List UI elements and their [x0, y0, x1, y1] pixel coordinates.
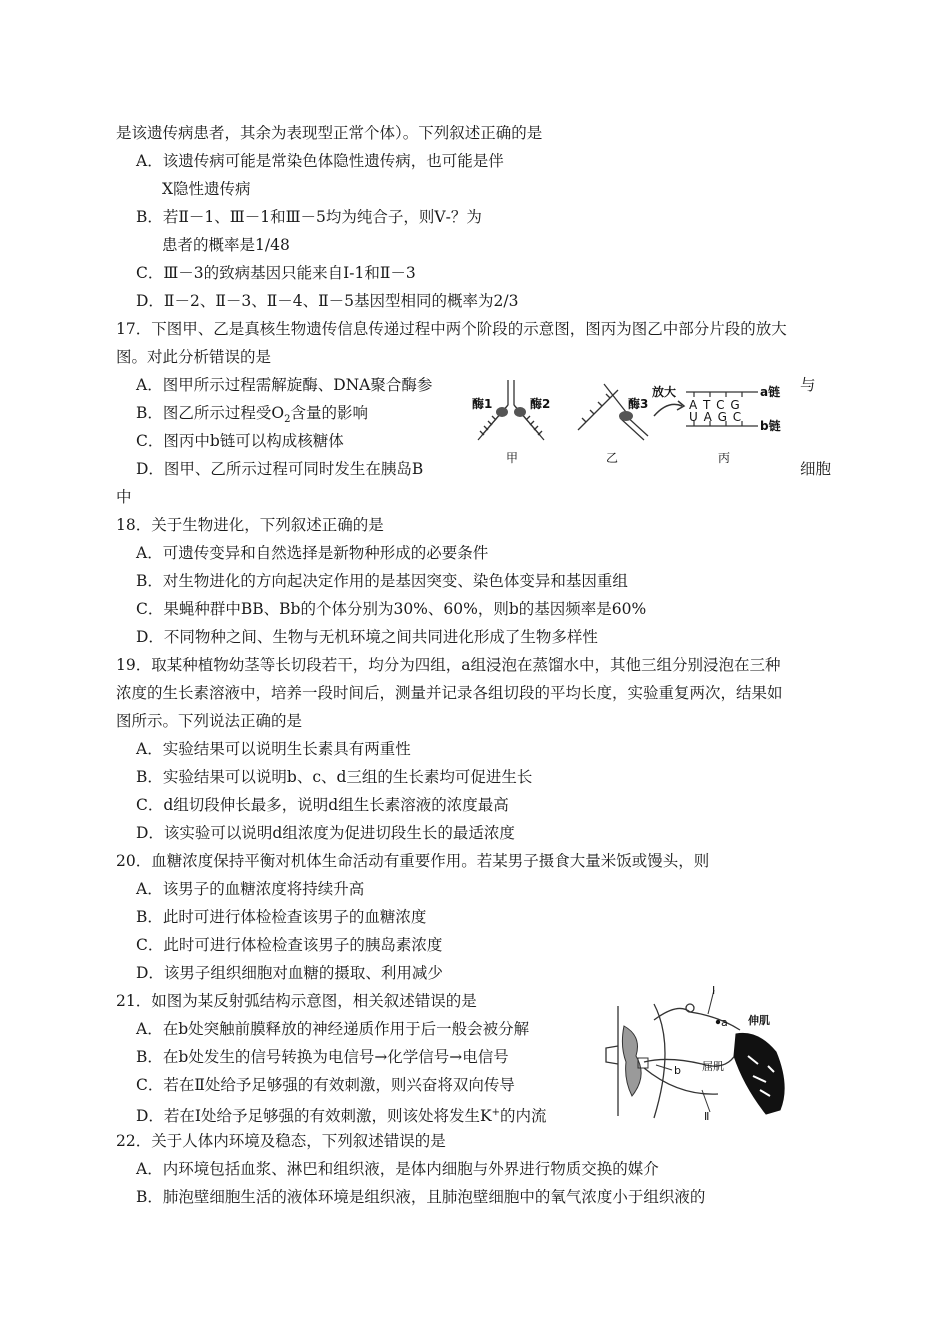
- figure-label-yi: 乙: [606, 451, 619, 465]
- figure-label-jia: 甲: [506, 451, 519, 465]
- q17-option-d: D．图甲、乙所示过程可同时发生在胰岛B: [136, 460, 424, 478]
- q21-option-a: A．在b处突触前膜释放的神经递质作用于后一般会被分解: [136, 1020, 530, 1038]
- q18-option-b: B．对生物进化的方向起决定作用的是基因突变、染色体变异和基因重组: [136, 572, 628, 590]
- q22-stem: 22．关于人体内环境及稳态，下列叙述错误的是: [116, 1132, 446, 1150]
- enzyme-3-shape: [619, 411, 633, 421]
- enzyme-2-shape: [514, 407, 526, 417]
- q17-option-d-tail: 细胞: [800, 460, 832, 478]
- q16-option-c: C．Ⅲ－3的致病基因只能来自Ⅰ-1和Ⅱ－3: [136, 264, 416, 282]
- q20-stem: 20．血糖浓度保持平衡对机体生命活动有重要作用。若某男子摄食大量米饭或馒头，则: [116, 852, 710, 870]
- q16-option-d: D．Ⅱ－2、Ⅱ－3、Ⅱ－4、Ⅱ－5基因型相同的概率为2/3: [136, 292, 519, 310]
- q16-option-b-cont: 患者的概率是1/48: [162, 236, 290, 254]
- intro-text: 是该遗传病患者，其余为表现型正常个体）。下列叙述正确的是: [116, 124, 543, 142]
- replication-transcription-figure: [468, 370, 798, 470]
- q17-stem: 17．下图甲、乙是真核生物遗传信息传递过程中两个阶段的示意图，图丙为图乙中部分片段的放大: [116, 320, 787, 338]
- q20-option-c: C．此时可进行体检检查该男子的胰岛素浓度: [136, 936, 443, 954]
- flexor-label: 屈肌: [702, 1060, 724, 1073]
- q19-option-b: B．实验结果可以说明b、c、d三组的生长素均可促进生长: [136, 768, 533, 786]
- q20-option-a: A．该男子的血糖浓度将持续升高: [136, 880, 365, 898]
- label-I: Ⅰ: [712, 986, 716, 997]
- q17-option-a-tail: 与: [800, 376, 816, 394]
- q20-option-d: D．该男子组织细胞对血糖的摄取、利用减少: [136, 964, 443, 982]
- q21-stem: 21．如图为某反射弧结构示意图，相关叙述错误的是: [116, 992, 477, 1010]
- q16-option-a-cont: X隐性遗传病: [162, 180, 251, 198]
- q20-option-b: B．此时可进行体检检查该男子的血糖浓度: [136, 908, 427, 926]
- q19-option-c: C．d组切段伸长最多，说明d组生长素溶液的浓度最高: [136, 796, 509, 814]
- q18-option-d: D．不同物种之间、生物与无机环境之间共同进化形成了生物多样性: [136, 628, 598, 646]
- figure-label-bing: 丙: [718, 451, 731, 465]
- enzyme-1-label: 酶1: [472, 397, 493, 411]
- q17-stem-cont: 图。对此分析错误的是: [116, 348, 272, 366]
- q17-option-d-end: 中: [116, 488, 132, 506]
- label-II: Ⅱ: [704, 1110, 710, 1123]
- q19-option-d: D．该实验可以说明d组浓度为促进切段生长的最适浓度: [136, 824, 515, 842]
- enzyme-3-label: 酶3: [628, 397, 649, 411]
- figure-yi: [578, 384, 648, 440]
- enzyme-1-shape: [496, 407, 508, 417]
- zoom-label: 放大: [652, 385, 677, 399]
- chain-b-label: b链: [760, 419, 781, 433]
- q21-option-d: D．若在Ⅰ处给予足够强的有效刺激，则该处将发生K+的内流: [136, 1107, 547, 1126]
- q17-option-b: B．图乙所示过程受$O_2$含量的影响: [136, 404, 368, 426]
- q18-option-c: C．果蝇种群中BB、Bb的个体分别为30%、60%，则b的基因频率是60%: [136, 600, 647, 618]
- q18-stem: 18．关于生物进化，下列叙述正确的是: [116, 516, 384, 534]
- extensor-label: 伸肌: [748, 1014, 770, 1027]
- q17-option-c: C．图丙中b链可以构成核糖体: [136, 432, 344, 450]
- label-b: b: [674, 1064, 681, 1077]
- sequence-bottom: U A G C: [689, 410, 743, 424]
- enzyme-2-label: 酶2: [530, 397, 551, 411]
- q19-stem: 19．取某种植物幼茎等长切段若干，均分为四组，a组浸泡在蒸馏水中，其他三组分别浸泡在三种: [116, 656, 781, 674]
- q21-option-b: B．在b处发生的信号转换为电信号→化学信号→电信号: [136, 1048, 509, 1066]
- q22-option-a: A．内环境包括血浆、淋巴和组织液，是体内细胞与外界进行物质交换的媒介: [136, 1160, 659, 1178]
- q19-stem-cont-1: 浓度的生长素溶液中，培养一段时间后，测量并记录各组切段的平均长度，实验重复两次，结果如: [116, 684, 783, 702]
- q19-stem-cont-2: 图所示。下列说法正确的是: [116, 712, 303, 730]
- q22-option-b: B．肺泡壁细胞生活的液体环境是组织液，且肺泡壁细胞中的氧气浓度小于组织液的: [136, 1188, 706, 1206]
- q17-option-a: A．图甲所示过程需解旋酶、DNA聚合酶参: [136, 376, 433, 394]
- q16-option-b: B．若Ⅱ－1、Ⅲ－1和Ⅲ－5均为纯合子，则Ⅴ-？为: [136, 208, 482, 226]
- q19-option-a: A．实验结果可以说明生长素具有两重性: [136, 740, 411, 758]
- label-a: a: [721, 1016, 728, 1029]
- q16-option-a: A．该遗传病可能是常染色体隐性遗传病，也可能是伴: [136, 152, 504, 170]
- sequence-top: A T C G: [689, 398, 741, 412]
- reflex-arc-figure: [598, 986, 798, 1124]
- chain-a-label: a链: [760, 385, 781, 399]
- muscle-shape: [734, 1033, 784, 1114]
- q18-option-a: A．可遗传变异和自然选择是新物种形成的必要条件: [136, 544, 489, 562]
- q21-option-c: C．若在Ⅱ处给予足够强的有效刺激，则兴奋将双向传导: [136, 1076, 515, 1094]
- point-a: [716, 1020, 720, 1024]
